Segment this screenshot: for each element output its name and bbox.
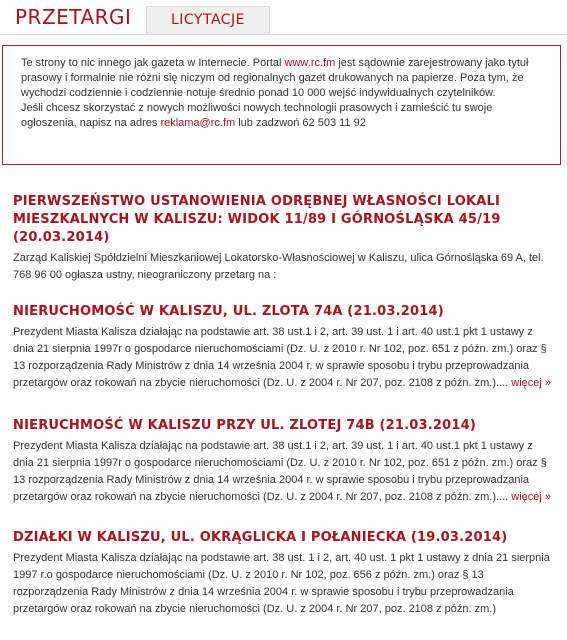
read-more-link[interactable]: więcej »: [511, 491, 552, 503]
tab-licytacje[interactable]: LICYTACJE: [146, 6, 270, 34]
article-item: [13, 529, 553, 618]
article-item: [13, 303, 553, 409]
article-title[interactable]: PIERWSZEŃSTWO USTANOWIENIA ODRĘBNEJ WŁASNOŚCI LOKALI MIESZKALNYCH W KALISZU: WIDOK 11/89 I GÓRNOŚLĄSKA 45/19 (20.03.2014): [13, 194, 501, 245]
article-excerpt: Prezydent Miasta Kalisza działając na podstawie art. 38 ust. 1 i 2, art. 40 ust. 1 pkt 1 ustawy z dnia 21 sierpnia 1997 r.o gospodarce nieruchomościami (Dz. U. z 2010 r. Nr 102, poz. 656 z późn. zm.) oraz § 13 rozporządzenia Rady Ministrów z dnia 14 września 2004 r. w sprawie sposobu i trybu przeprowadzania przetargów oraz rokowań na zbycie nieruchomości (Dz. U. z 2004 r. Nr 207, poz. 2108 z późn. zm.): [13, 552, 550, 615]
article-excerpt: Zarząd Kaliskiej Spółdzielni Mieszkaniowej Lokatorsko-Własnościowej w Kaliszu, ulica Górnośląska 69 A, tel. 768 96 00 ogłasza ustny, nieograniczony przetarg na :: [13, 252, 544, 281]
info-notice: [2, 45, 561, 165]
article-title[interactable]: NIERUCHMOŚĆ W KALISZU PRZY UL. ZLOTEJ 74B (21.03.2014): [13, 418, 477, 433]
read-more-link[interactable]: więcej »: [511, 377, 552, 389]
article-title[interactable]: NIERUCHOMOŚĆ W KALISZU, UL. ZLOTA 74A (21.03.2014): [13, 304, 444, 319]
article-excerpt: Prezydent Miasta Kalisza działając na podstawie art. 38 ust.1 i 2, art. 39 ust. 1 i art. 40 ust.1 pkt 1 ustawy z dnia 21 sierpnia 1997r o gospodarce nieruchomościami (Dz. U. z 2010 r. Nr 102, poz. 651 z późn. zm.) oraz § 13 rozporządzenia Rady Ministrów z dnia 14 września 2004 r. w sprawie sposobu i trybu przeprowadzania przetargów oraz rokowań na zbycie nieruchomości (Dz. U. z 2004 r. Nr 207, poz. 2108 z późn. zm.).... więcej »: [13, 326, 552, 389]
tab-przetargi[interactable]: PRZETARGI: [15, 5, 132, 29]
article-title[interactable]: DZIAŁKI W KALISZU, UL. OKRĄGLICKA I POŁANIECKA (19.03.2014): [13, 530, 508, 545]
article-item: [13, 193, 553, 284]
notice-paragraph-1: Te strony to nic innego jak gazeta w Internecie. Portal www.rc.fm jest sądownie zarejestrowany jako tytuł prasowy i formalnie nie różni się niczym od regionalnych gazet drukowanych na papierze. Poza tym, że wychodzi codziennie i codziennie notuje średnio ponad 10 000 wejść indywidualnych czytelników.: [21, 57, 529, 99]
email-link[interactable]: reklama@rc.fm: [160, 117, 236, 129]
article-item: [13, 417, 553, 523]
notice-paragraph-2: Jeśli chcesz skorzystać z nowych możliwości nowych technologii prasowych i zamieścić tu swoje ogłoszenia, napisz na adres reklama@rc.fm lub zadzwoń 62 503 11 92: [21, 102, 493, 129]
article-excerpt: Prezydent Miasta Kalisza działając na podstawie art. 38 ust.1 i 2, art. 39 ust. 1 i art. 40 ust.1 pkt 1 ustawy z dnia 21 sierpnia 1997r o gospodarce nieruchomościami (Dz. U. z 2010 r. Nr 102, poz. 651 z późn. zm.) oraz § 13 rozporządzenia Rady Ministrów z dnia 14 września 2004 r. w sprawie sposobu i trybu przeprowadzania przetargów oraz rokowań na zbycie nieruchomości (Dz. U. z 2004 r. Nr 207, poz. 2108 z późn. zm.).... więcej »: [13, 440, 552, 503]
tab-bar: [0, 0, 567, 35]
portal-link[interactable]: www.rc.fm: [284, 57, 336, 69]
